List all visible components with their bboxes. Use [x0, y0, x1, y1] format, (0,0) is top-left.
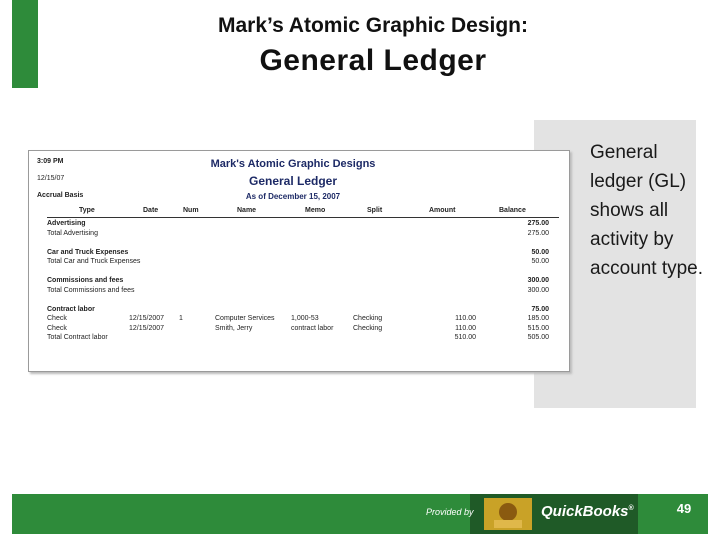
- ledger-row: [29, 296, 569, 305]
- ledger-cell-label: Contract labor: [47, 305, 95, 313]
- column-header-date: Date: [143, 207, 159, 214]
- ledger-cell-balance: 275.00: [527, 229, 549, 237]
- ledger-cell-balance: 50.00: [531, 258, 549, 265]
- slide-title-line1: Mark’s Atomic Graphic Design:: [217, 14, 529, 37]
- ledger-cell-balance: 275.00: [527, 220, 549, 227]
- ledger-cell-label: Total Commissions and fees: [47, 286, 135, 294]
- report-column-headers: [29, 207, 569, 217]
- ledger-cell-label: Total Car and Truck Expenses: [47, 258, 141, 265]
- ledger-cell-label: Total Advertising: [47, 229, 98, 237]
- ledger-cell-memo: contract labor: [291, 324, 334, 332]
- ledger-cell-date: 12/15/2007: [129, 324, 165, 332]
- column-header-num: Num: [183, 207, 199, 214]
- ledger-cell-balance: 505.00: [527, 334, 549, 341]
- ledger-row: [29, 249, 569, 258]
- registered-mark: ®: [628, 505, 634, 512]
- ledger-cell-label: Check: [47, 315, 67, 322]
- column-header-memo: Memo: [305, 207, 326, 214]
- ledger-cell-label: Check: [47, 324, 67, 332]
- ledger-row: [29, 325, 569, 334]
- ledger-cell-label: Car and Truck Expenses: [47, 248, 129, 256]
- report-date: 12/15/07: [37, 175, 65, 182]
- report-company: Mark's Atomic Graphic Designs: [210, 158, 376, 170]
- ledger-cell-balance: 300.00: [527, 277, 549, 284]
- ledger-cell-label: Advertising: [47, 220, 86, 227]
- report-as-of: As of December 15, 2007: [245, 192, 341, 201]
- ledger-row: [29, 315, 569, 324]
- column-header-name: Name: [237, 207, 257, 214]
- quickbooks-brand: [541, 503, 634, 520]
- quickbooks-mascot-icon: [484, 498, 532, 530]
- ledger-cell-amount: 110.00: [455, 324, 476, 332]
- ledger-row: [29, 220, 569, 229]
- column-header-type: Type: [79, 207, 95, 214]
- column-header-balance: Balance: [499, 207, 526, 214]
- side-description: General ledger (GL) shows all activity by account type.: [590, 142, 704, 279]
- ledger-row: [29, 277, 569, 286]
- ledger-cell-split: Checking: [353, 324, 383, 332]
- report-basis: Accrual Basis: [37, 192, 84, 199]
- ledger-cell-name: Smith, Jerry: [215, 324, 253, 332]
- ledger-row: [29, 258, 569, 267]
- slide-title-line2: General Ledger: [259, 44, 487, 77]
- provided-by-label: Provided by: [426, 507, 474, 517]
- ledger-cell-balance: 185.00: [527, 315, 549, 322]
- ledger-cell-split: Checking: [353, 315, 383, 322]
- ledger-cell-date: 12/15/2007: [129, 315, 165, 322]
- header-divider: [47, 217, 559, 218]
- slide-number: 49: [676, 501, 692, 516]
- ledger-cell-memo: 1,000-53: [291, 315, 319, 322]
- ledger-row: [29, 230, 569, 239]
- brand-name: QuickBooks: [541, 503, 629, 520]
- ledger-cell-num: 1: [179, 315, 183, 322]
- ledger-row: [29, 306, 569, 315]
- column-header-amount: Amount: [429, 207, 456, 214]
- general-ledger-report: [28, 150, 570, 372]
- ledger-row: [29, 239, 569, 248]
- ledger-cell-balance: 50.00: [531, 248, 549, 256]
- ledger-row: [29, 268, 569, 277]
- ledger-cell-balance: 75.00: [531, 305, 549, 313]
- report-time: 3:09 PM: [37, 158, 64, 165]
- ledger-cell-name: Computer Services: [215, 315, 275, 322]
- ledger-row: [29, 287, 569, 296]
- title-banner-inner: [38, 0, 708, 88]
- ledger-cell-balance: 515.00: [527, 324, 549, 332]
- ledger-cell-label: Commissions and fees: [47, 277, 124, 284]
- title-banner: [12, 0, 708, 88]
- ledger-row: [29, 334, 569, 343]
- column-header-split: Split: [367, 207, 383, 214]
- report-title: General Ledger: [248, 174, 338, 188]
- ledger-cell-amount: 110.00: [455, 315, 476, 322]
- ledger-cell-balance: 300.00: [527, 286, 549, 294]
- ledger-cell-amount: 510.00: [454, 334, 476, 341]
- ledger-cell-label: Total Contract labor: [47, 334, 108, 341]
